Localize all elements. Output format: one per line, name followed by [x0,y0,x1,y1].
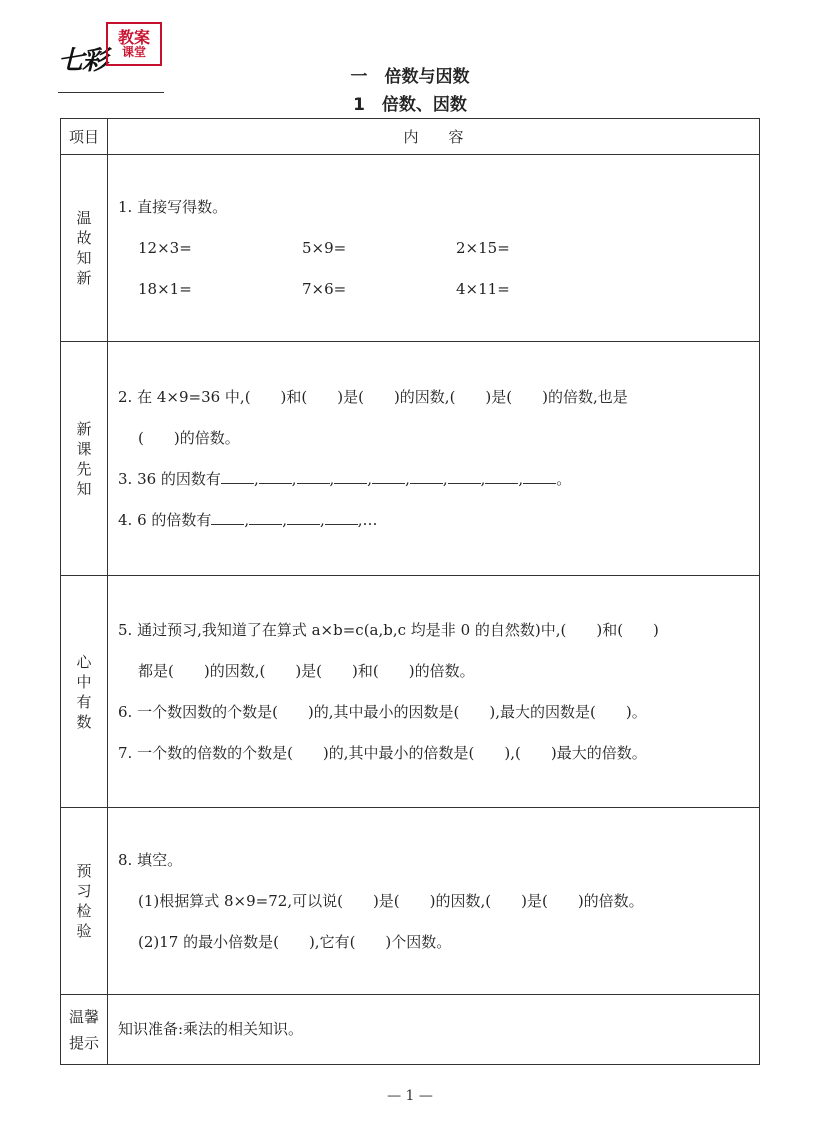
header-content: 内 容 [108,119,760,155]
section-body-mind [108,576,760,808]
logo-text: 七彩 [58,46,107,76]
calc-item: 2×15= [456,238,510,257]
logo-stamp [106,22,162,66]
section-label-mind [61,576,108,808]
answer-blank[interactable] [297,469,330,484]
answer-blank[interactable] [221,469,254,484]
question-4 [118,500,759,541]
answer-blank[interactable] [211,510,244,525]
stamp-bottom-text: 课堂 [121,45,146,59]
question-2-line-2: ( )的倍数。 [138,428,240,447]
worksheet-table [60,118,760,1065]
section-review [61,155,760,342]
section-tip [61,995,760,1065]
calc-row-1 [118,228,759,269]
q4-prefix: 4. 6 的倍数有 [118,510,212,529]
section-label-check [61,808,108,995]
table-header-row [61,119,760,155]
label-text: 预习检验 [76,862,92,940]
header-item: 项目 [61,119,108,155]
calc-item: 7×6= [302,279,347,298]
q4-blanks: , , , [211,511,357,529]
section-label-tip [61,995,108,1065]
calc-row-2 [118,269,759,310]
question-8: 8. 填空。 [118,850,183,869]
page-number: — 1 — [387,1088,433,1104]
q3-prefix: 3. 36 的因数有 [118,469,221,488]
label-text: 新课先知 [76,419,92,498]
stamp-top-text: 教案 [117,28,150,47]
q3-end: 。 [556,469,572,488]
answer-blank[interactable] [249,510,282,525]
answer-blank[interactable] [325,510,358,525]
tip-text: 知识准备:乘法的相关知识。 [118,1020,304,1038]
answer-blank[interactable] [485,469,518,484]
calc-item: 18×1= [138,279,192,298]
answer-blank[interactable] [372,469,405,484]
section-label-new [61,342,108,576]
calc-item: 4×11= [456,279,510,298]
section-body-tip [108,995,760,1065]
question-2-line-1: 2. 在 4×9=36 中,( )和( )是( )的因数,( )是( )的倍数,也是 [118,387,628,406]
question-8-2: (2)17 的最小倍数是( ),它有( )个因数。 [138,932,452,951]
q4-end: ,… [357,510,378,529]
calc-item: 12×3= [138,238,192,257]
question-5-line-2: 都是( )的因数,( )是( )和( )的倍数。 [138,661,475,680]
section-label-review [61,155,108,342]
answer-blank[interactable] [523,469,556,484]
q3-blanks: , , , , , , , , [221,470,556,488]
answer-blank[interactable] [259,469,292,484]
label-text: 温馨提示 [68,1007,99,1052]
answer-blank[interactable] [287,510,320,525]
section-new [61,342,760,576]
answer-blank[interactable] [448,469,481,484]
question-5-line-1: 5. 通过预习,我知道了在算式 a×b=c(a,b,c 均是非 0 的自然数)中,( )和( ) [118,620,659,639]
section-mind [61,576,760,808]
unit-title: 一 倍数与因数 [350,67,470,87]
question-6: 6. 一个数因数的个数是( )的,其中最小的因数是( ),最大的因数是( )。 [118,702,647,721]
question-8-1: (1)根据算式 8×9=72,可以说( )是( )的因数,( )是( )的倍数。 [138,891,644,910]
section-body-new [108,342,760,576]
calc-item: 5×9= [302,238,347,257]
section-body-review [108,155,760,342]
question-3 [118,459,759,500]
section-body-check [108,808,760,995]
section-check [61,808,760,995]
label-text: 心中有数 [76,652,92,731]
answer-blank[interactable] [410,469,443,484]
question-7: 7. 一个数的倍数的个数是( )的,其中最小的倍数是( ),( )最大的倍数。 [118,743,647,762]
answer-blank[interactable] [334,469,367,484]
lesson-title: 1 倍数、因数 [353,95,467,115]
question-1: 1. 直接写得数。 [118,197,228,216]
label-text: 温故知新 [76,209,92,287]
